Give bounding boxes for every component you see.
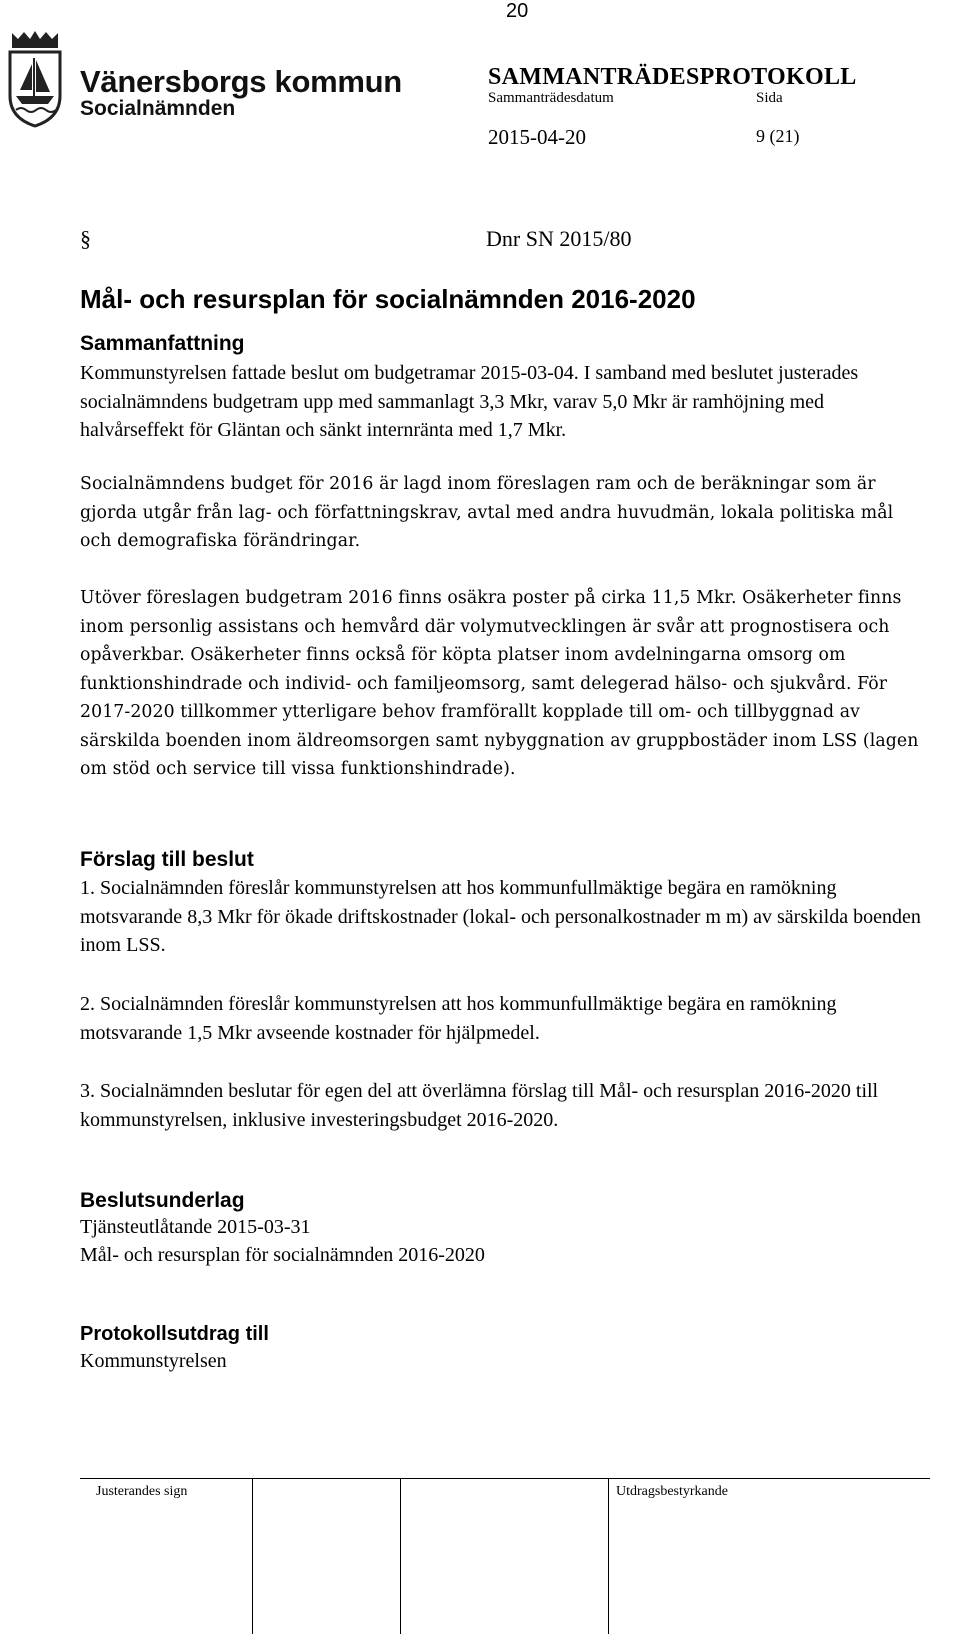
extract-recipient: Kommunstyrelsen: [80, 1350, 227, 1372]
proposal-item: 2. Socialnämnden föreslår kommunstyrelsen att hos kommunfullmäktige begära en ramökning motsvarande 1,5 Mkr avseende kostnader för hjälpmedel.: [80, 993, 837, 1044]
footer-divider: [80, 1478, 930, 1479]
meeting-date-value: 2015-04-20: [488, 125, 586, 149]
signature-label: Justerandes sign: [96, 1484, 188, 1499]
basis-item: Tjänsteutlåtande 2015-03-31: [80, 1216, 311, 1238]
proposal-item: 3. Socialnämnden beslutar för egen del att överlämna förslag till Mål- och resursplan 2016-2020 till kommunstyrelsen, inklusive investeringsbudget 2016-2020.: [80, 1080, 879, 1131]
basis-heading: Beslutsunderlag: [80, 1189, 245, 1212]
section-sign: §: [80, 226, 91, 251]
proposal-heading: Förslag till beslut: [80, 848, 254, 871]
page-label: Sida: [756, 90, 783, 106]
document-type-title: SAMMANTRÄDESPROTOKOLL: [488, 64, 857, 90]
signature-box-divider: [252, 1478, 253, 1634]
signature-box-divider: [608, 1478, 609, 1634]
certification-label: Utdragsbestyrkande: [616, 1484, 728, 1499]
summary-heading: Sammanfattning: [80, 332, 245, 355]
proposal-item: 1. Socialnämnden föreslår kommunstyrelsen att hos kommunfullmäktige begära en ramökning motsvarande 8,3 Mkr för ökade driftskostnader (lokal- och personalkostnader m m) av särskilda boenden inom LSS.: [80, 877, 921, 956]
organization-name: Vänersborgs kommun: [80, 64, 402, 99]
matter-title: Mål- och resursplan för socialnämnden 2016-2020: [80, 284, 696, 314]
page-count-value: 9 (21): [756, 126, 800, 146]
organization-subtitle: Socialnämnden: [80, 97, 236, 120]
basis-item: Mål- och resursplan för socialnämnden 2016-2020: [80, 1244, 485, 1266]
meeting-date-label: Sammanträdesdatum: [488, 90, 614, 106]
signature-box-divider: [400, 1478, 401, 1634]
coat-of-arms-ship-icon: [6, 30, 64, 128]
summary-paragraph-1: Kommunstyrelsen fattade beslut om budgetramar 2015-03-04. I samband med beslutet justerades socialnämndens budgetram upp med sammanlagt 3,3 Mkr, varav 5,0 Mkr är ramhöjning med halvårseffekt för Gläntan och sänkt internränta med 1,7 Mkr.: [80, 362, 859, 441]
extract-heading: Protokollsutdrag till: [80, 1323, 269, 1345]
page-number: 20: [506, 0, 529, 22]
summary-paragraph-3: Utöver föreslagen budgetram 2016 finns osäkra poster på cirka 11,5 Mkr. Osäkerheter finns inom personlig assistans och hemvård där volymutvecklingen är svår att prognostisera och opåverkbar. Osäkerheter finns också för köpta platser inom avdelningarna omsorg om funktionshindrade och individ- och familjeomsorg, samt delegerad hälso- och sjukvård. För 2017-2020 tillkommer ytterligare behov framförallt kopplade till om- och tillbyggnad av särskilda boenden inom äldreomsorgen samt nybyggnation av gruppbostäder inom LSS (lagen om stöd och service till vissa funktionshindrade).: [80, 588, 919, 779]
diary-number: Dnr SN 2015/80: [486, 226, 632, 251]
summary-paragraph-2: Socialnämndens budget för 2016 är lagd inom föreslagen ram och de beräkningar som är gjorda utgår från lag- och författningskrav, avtal med andra huvudmän, lokala politiska mål och demografiska förändringar.: [80, 474, 894, 551]
